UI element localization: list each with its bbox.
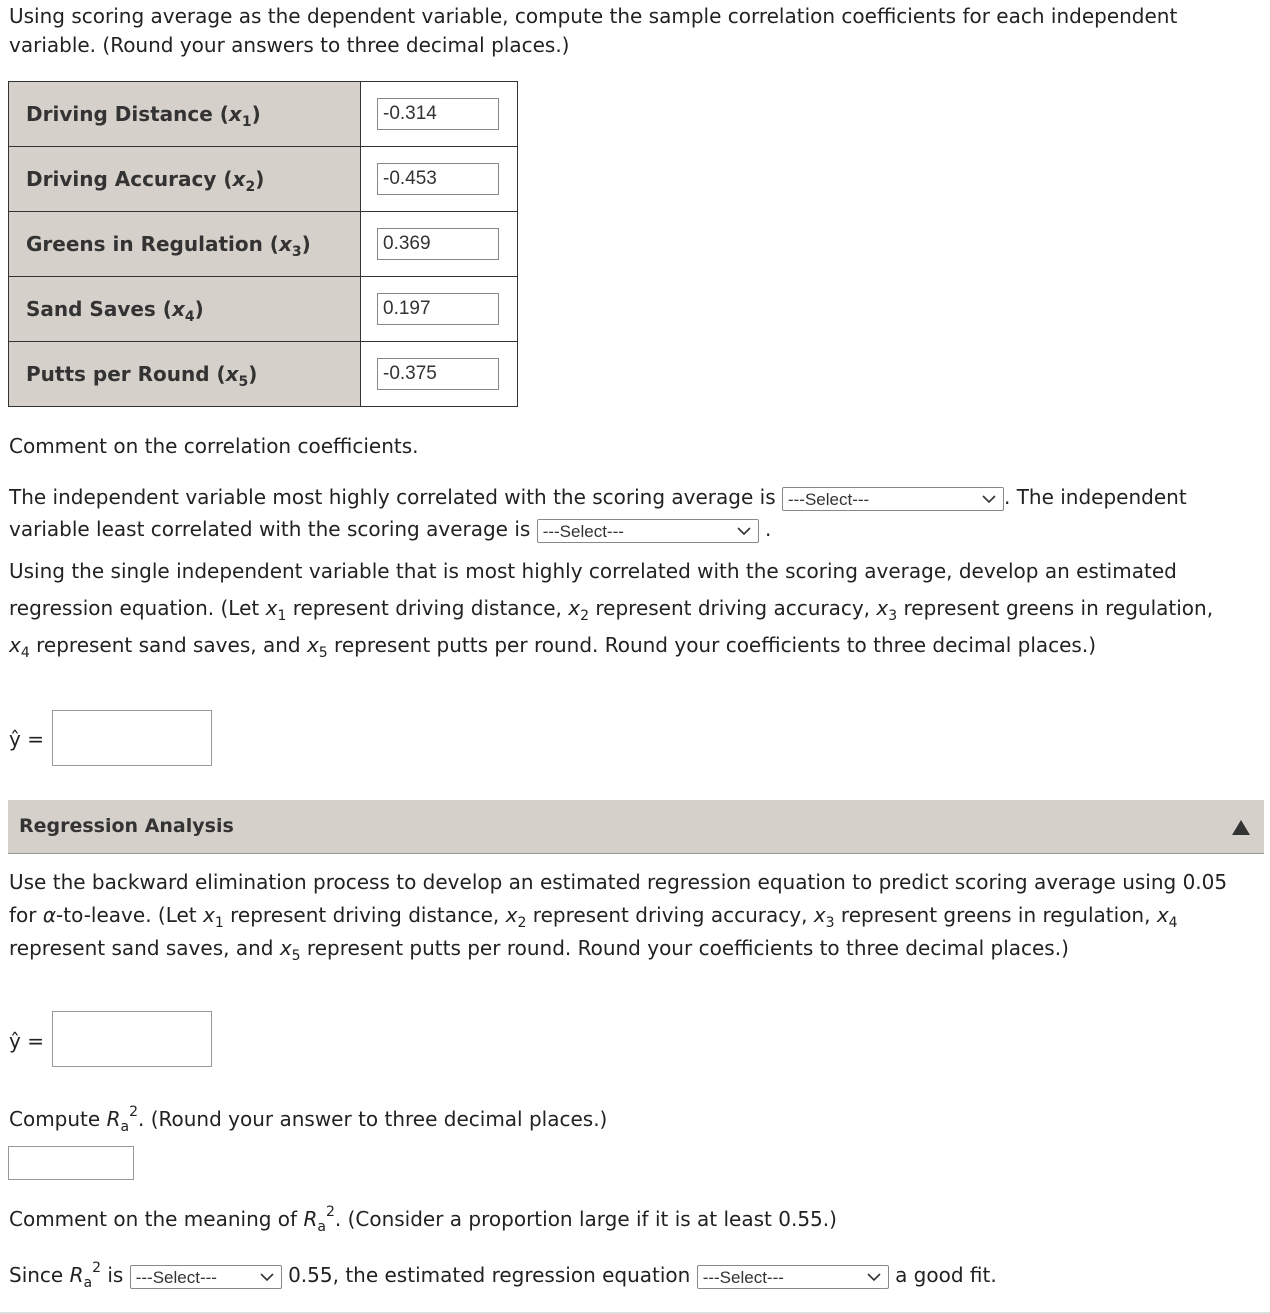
var-x: x [225, 362, 239, 386]
chevron-down-icon [736, 524, 752, 538]
correlation-label: Putts per Round $(x_5)$ [9, 342, 361, 407]
comment-heading: Comment on the correlation coefficients. [9, 434, 419, 458]
correlation-input[interactable]: -0.453 [377, 163, 499, 195]
correlation-input[interactable]: -0.375 [377, 358, 499, 390]
label-text: Sand Saves [26, 297, 156, 321]
text-part: represent driving distance, [223, 903, 506, 927]
correlation-table [8, 81, 518, 407]
label-text: Greens in Regulation [26, 232, 263, 256]
alpha-symbol: α [42, 903, 57, 927]
least-corr-after: . [765, 517, 772, 541]
select-value: ---Select--- [702, 1267, 784, 1287]
sub: 1 [277, 608, 287, 624]
text-part: represent driving accuracy, [526, 903, 814, 927]
label-text: Driving Distance [26, 102, 213, 126]
least-correlated-select[interactable] [537, 519, 759, 543]
sub: 4 [1168, 915, 1178, 931]
sub: a [120, 1119, 130, 1135]
chevron-down-icon [981, 492, 997, 506]
correlation-row [9, 342, 518, 407]
most-correlated-select[interactable] [782, 487, 1004, 511]
correlation-value-cell [361, 212, 518, 277]
var-x: x [306, 633, 319, 657]
r-symbol: R [69, 1263, 84, 1287]
text-part: represent putts per round. Round your coefficients to three decimal places.) [327, 633, 1097, 657]
meaning-prompt [9, 1203, 837, 1235]
yhat-label-2: ŷ = [9, 1029, 44, 1053]
select-value: ---Select--- [135, 1267, 217, 1287]
single-variable-instructions [9, 553, 1230, 664]
text-part: is [101, 1263, 124, 1287]
select-value: ---Select--- [542, 521, 624, 541]
text-part: a good fit. [895, 1263, 997, 1287]
text-part: Comment on the meaning of [9, 1207, 304, 1231]
text-part: represent greens in regulation, [834, 903, 1157, 927]
yhat-backward-input[interactable] [52, 1011, 212, 1067]
intro-text: Using scoring average as the dependent variable, compute the sample correlation coefficients for each independent variable. (Round your answers to three decimal places.) [9, 4, 1178, 57]
text-part: represent driving distance, [286, 596, 569, 620]
text-part: represent driving accuracy, [589, 596, 877, 620]
var-x: x [1156, 903, 1169, 927]
sub: a [83, 1275, 93, 1291]
sub: 2 [517, 915, 527, 931]
text-part: . (Consider a proportion large if it is at least 0.55.) [334, 1207, 837, 1231]
correlation-row [9, 147, 518, 212]
correlation-value-cell [361, 342, 518, 407]
since-line [9, 1259, 997, 1291]
collapse-triangle-icon[interactable] [1232, 820, 1250, 835]
text-part: -to-leave. (Let [56, 903, 203, 927]
var-x: x [813, 903, 826, 927]
compute-ra2-prompt [9, 1103, 607, 1135]
yhat-single-input[interactable] [52, 710, 212, 766]
sub: 1 [241, 114, 252, 130]
backward-elimination-instructions [9, 866, 1230, 965]
comparison-select[interactable] [130, 1265, 282, 1289]
sub: 2 [580, 608, 590, 624]
correlation-value-cell [361, 82, 518, 147]
text-part: Use the backward elimination process to develop an estimated regression equation to predict scoring average using 0.05 for [9, 870, 1228, 927]
text-part: Compute [9, 1107, 107, 1131]
text-part: represent sand saves, and [9, 936, 280, 960]
sub: 5 [318, 645, 328, 661]
correlation-label: Driving Accuracy $(x_2)$ [9, 147, 361, 212]
correlation-row [9, 277, 518, 342]
most-correlated-line [9, 481, 1187, 513]
text-part: Using the single independent variable that is most highly correlated with the scoring average, develop an estimated regression equation. (Let [9, 559, 1177, 620]
var-x: x [203, 903, 215, 927]
sub: 3 [825, 915, 835, 931]
var-x: x [278, 232, 292, 256]
regression-analysis-banner[interactable] [8, 800, 1264, 854]
most-corr-after: . The independent [1003, 485, 1187, 509]
correlation-label: Greens in Regulation $(x_3)$ [9, 212, 361, 277]
ra2-input[interactable] [8, 1146, 134, 1180]
sub: 4 [184, 309, 195, 325]
text-part: represent putts per round. Round your coefficients to three decimal places.) [300, 936, 1069, 960]
text-part: 0.55, the estimated regression equation [288, 1263, 691, 1287]
chevron-down-icon [866, 1270, 882, 1284]
var-x: x [9, 633, 21, 657]
select-value: ---Select--- [787, 489, 870, 509]
r-symbol: R [106, 1107, 121, 1131]
yhat-label: ŷ = [9, 727, 44, 751]
sub: 1 [214, 915, 224, 931]
most-corr-text: The independent variable most highly correlated with the scoring average is [9, 485, 776, 509]
var-x: x [279, 936, 292, 960]
text-part: Since [9, 1263, 70, 1287]
sub: a [317, 1219, 326, 1235]
var-x: x [568, 596, 581, 620]
text-part: . (Round your answer to three decimal places.) [137, 1107, 608, 1131]
var-x: x [876, 596, 889, 620]
fit-select[interactable] [697, 1265, 889, 1289]
correlation-value-cell [361, 277, 518, 342]
var-x: x [505, 903, 518, 927]
r-symbol: R [303, 1207, 318, 1231]
var-x: x [232, 167, 246, 191]
label-text: Driving Accuracy [26, 167, 217, 191]
sub: 5 [291, 948, 301, 964]
correlation-input[interactable]: -0.314 [377, 98, 499, 130]
correlation-input[interactable]: 0.197 [377, 293, 499, 325]
chevron-down-icon [259, 1270, 275, 1284]
least-correlated-line [9, 513, 771, 545]
sup: 2 [129, 1104, 138, 1120]
sub: 3 [888, 608, 898, 624]
sup: 2 [325, 1204, 335, 1220]
sub: 5 [238, 374, 249, 390]
least-corr-text: variable least correlated with the scoring average is [9, 517, 531, 541]
label-text: Putts per Round [26, 362, 210, 386]
var-x: x [265, 596, 278, 620]
correlation-row [9, 212, 518, 277]
sub: 2 [245, 179, 256, 195]
text-part: represent greens in regulation, [897, 596, 1214, 620]
var-x: x [228, 102, 242, 126]
correlation-row [9, 82, 518, 147]
sup: 2 [92, 1260, 102, 1276]
text-part: represent sand saves, and [29, 633, 307, 657]
correlation-label: Sand Saves $(x_4)$ [9, 277, 361, 342]
correlation-label: Driving Distance $(x_1)$ [9, 82, 361, 147]
sub: 4 [20, 645, 30, 661]
banner-title: Regression Analysis [19, 815, 234, 837]
correlation-input[interactable]: 0.369 [377, 228, 499, 260]
sub: 3 [291, 244, 302, 260]
var-x: x [171, 297, 185, 321]
correlation-value-cell [361, 147, 518, 212]
